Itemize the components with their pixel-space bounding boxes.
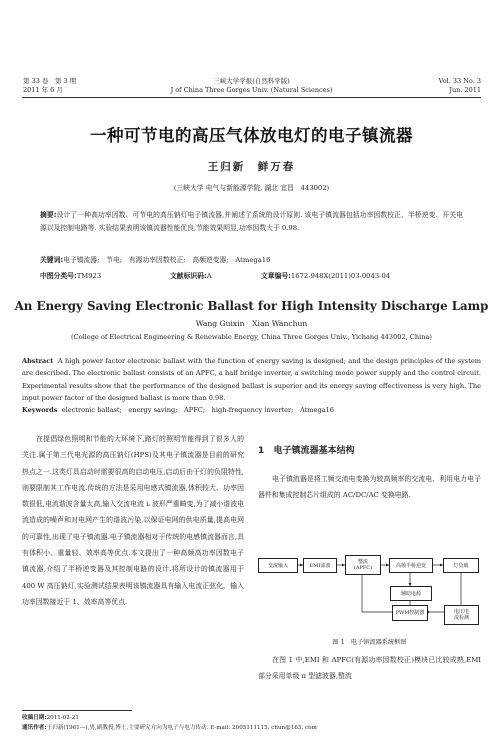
block-pwm-controller: PWM控制器 <box>392 605 428 621</box>
block-rectifier-label: 整流 <box>357 559 368 565</box>
clc-label: 中图分类号: <box>40 272 77 280</box>
section-1-number: 1 <box>258 446 265 456</box>
doc-code-value: A <box>206 272 212 280</box>
date-cn: 2011 年 6 月 <box>23 86 63 94</box>
keywords-cn-text: 电子镇流器; 节电; 有源功率因数校正; 高频逆变器; Atmega16 <box>63 256 271 264</box>
footnote-rule <box>22 710 132 711</box>
affiliation-en: (College of Electrical Engineering & Renewable Energy, China Three Gorges Univ., Yichang 443002, China) <box>70 333 432 341</box>
block-aux-power-supply: 辅助电源 <box>390 586 432 601</box>
keywords-en-text: electronic ballast; energy saving; APFC; high-frequency inverter; Atmega16 <box>61 406 334 414</box>
block-emi-filter: EMI滤波 <box>303 558 337 573</box>
abstract-cn-label: 摘要: <box>40 211 57 219</box>
volume-issue-cn: 第 33 卷 第 3 期 <box>23 77 77 85</box>
author-note-label: 通讯作者: <box>22 725 47 731</box>
author-note-text: 王归新(1961—),男,副教授,博士,主要研究方向为电子与电力传动. E-mail: 2005111115. chun@163. com <box>46 725 317 731</box>
abstract-cn-text: 设计了一种高功率因数、可节电的高压钠灯电子镇流器,并阐述了系统的设计原则. 该电子镇流器包括功率因数校正、半桥逆变、开关电源以及控制电路等. 实验结果表明该镇流器性能优良,节能效果明显,功率因数大于 0.98. <box>40 211 464 233</box>
affiliation-cn: (三峡大学 电气与新能源学院, 湖北 宜昌 443002) <box>173 184 330 192</box>
authors-cn: 王归新 鲜万春 <box>207 161 296 173</box>
date-en: Jun. 2011 <box>449 86 481 94</box>
journal-name-en: J of China Three Gorges Univ. (Natural Sciences) <box>170 86 333 94</box>
section-1-para-1: 电子镇流器是将工频交流电变换为较高频率的交流电、利用电力电子器件和集成控制芯片组成的 AC/DC/AC 变换电路. <box>258 475 481 500</box>
block-detect-line-1: 电压电 <box>453 609 469 615</box>
block-ac-input: 交流输入 <box>258 558 298 573</box>
block-half-bridge-inverter: 高频半桥逆变 <box>389 558 433 573</box>
abstract-en-text: A high power factor electronic ballast with the function of energy saving is designed; and the design principles of the system are described. The electronic ballast consists of an APFC, a half bridge inverter, a switching mode power supply and the control circuit. Experimental results show that the performance of the designed ballast is superior and its energy saving effectiveness is very high. The input power factor of the designed ballast is more than 0.98. <box>22 357 481 403</box>
paper-title-cn: 一种可节电的高压气体放电灯的电子镇流器 <box>90 126 413 145</box>
received-value: 2011-02-21 <box>46 715 79 721</box>
received-date <box>22 714 79 723</box>
doc-code-label: 文献标识码: <box>170 272 207 280</box>
figure-1-caption: 图 1 电子镇流器系统框图 <box>332 639 407 646</box>
block-lamp-load: 灯负载 <box>443 558 479 573</box>
block-detect-line-2: 流检测 <box>453 615 469 621</box>
clc-value: TM923 <box>76 272 102 280</box>
paper-title-en: An Energy Saving Electronic Ballast for High Intensity Discharge Lamp <box>14 299 489 313</box>
journal-name-cn: 三峡大学学报(自然科学版) <box>213 77 290 85</box>
introduction-text: 在提倡绿色照明和节能的大环境下,路灯的照明节能得到了很多人的关注.属于第三代电光源的高压钠灯(HPS)及其电子镇流器是目前的研究热点之一.这类灯具启动时需要很高的启动电压,启动后由于灯的负阻特性,则要限制其工作电流.传统的方法是采用电感式镇流器,体积较大、功率因数很低,电流谐波含量太高,输入交流电流 iᵢ 波形严重畸变,为了减小谐波电流造成的噪声和对电网产生的谐波污染,以保证电网的供电质量,提高电网的可靠性,出现了电子镇流器.电子镇流器相对于传统的电感镇流器而言,具有体积小、重量轻、效率高等优点.本文提出了一种高频高功率因数电子镇流器,介绍了半桥逆变器及其控制电路的设计.将所设计的镇流器用于 400 W 高压钠灯,实验测试结果表明该镇流器具有输入电流正弦化、输入功率因数接近于 1、效率高等优点. <box>22 435 244 606</box>
abstract-en-label: Abstract <box>22 357 54 365</box>
block-voltage-current-detection <box>444 605 479 625</box>
received-label: 收稿日期: <box>22 715 47 721</box>
section-1-para-2: 在图 1 中,EMI 和 APFC(有源功率因数校正)模块已比较成熟,EMI 部分采用单级 π 型滤波器,整流 <box>258 656 481 681</box>
keywords-en-label: Keywords <box>22 406 58 414</box>
section-1-title: 电子镇流器基本结构 <box>273 446 355 456</box>
block-apfc-label: (APFC) <box>353 565 373 571</box>
article-number-label: 文章编号: <box>261 272 291 280</box>
keywords-cn-label: 关键词: <box>40 256 64 264</box>
author-note <box>22 724 482 733</box>
volume-issue-en: Vol. 33 No. 3 <box>438 77 481 85</box>
authors-en: Wang Guixin Xian Wanchun <box>195 319 308 328</box>
block-rectifier-apfc <box>345 555 381 575</box>
article-number-value: 1672-948X(2011)03-0043-04 <box>290 272 391 280</box>
